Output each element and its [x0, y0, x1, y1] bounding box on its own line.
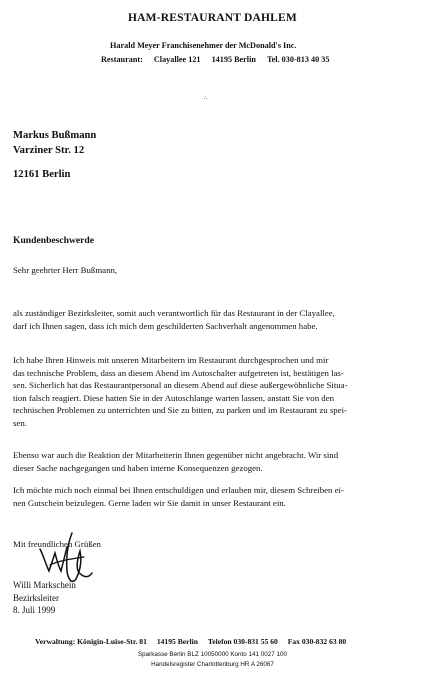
paragraph-line: nen Gutschein beizulegen. Gerne laden wir Sie damit in unser Restaurant ein. — [13, 497, 286, 508]
recipient-name: Markus Bußmann — [13, 130, 97, 141]
letterhead-title: HAM-RESTAURANT DAHLEM — [128, 12, 297, 24]
scan-speck: ·˙· — [203, 95, 207, 103]
restaurant-label: Restaurant: — [101, 55, 143, 64]
footer-register: Handelsregister Charlottenburg HR A 26067 — [151, 661, 274, 668]
signer-role: Bezirksleiter — [13, 592, 59, 603]
paragraph-line: Ebenso war auch die Reaktion der Mitarbeiterin Ihnen gegenüber nicht angebracht. Wir sind — [13, 450, 339, 460]
paragraph-line: darf ich Ihnen sagen, dass ich mich dem geschilderten Sachverhalt angenommen habe. — [13, 320, 318, 331]
closing: Mit freundlichen Grüßen — [13, 539, 101, 549]
paragraph-line: das technische Problem, dass an diesem Abend im Autoschalter aufgetreten ist, bestätigen las- — [13, 367, 344, 378]
signer-block — [13, 579, 76, 617]
salutation: Sehr geehrter Herr Bußmann, — [13, 265, 118, 275]
letterhead-owner: Harald Meyer Franchisenehmer der McDonald's Inc. — [110, 41, 297, 50]
paragraph-line: sen. Sicherlich hat das Restaurantpersonal an diesem Abend auf diese außergewöhnliche Situa- — [13, 380, 348, 390]
paragraph-line: technischen Problemen zu unterrichten und Sie zu bitten, zu parken und im Restaurant zu spei- — [13, 405, 347, 415]
restaurant-city: 14195 Berlin — [211, 55, 256, 64]
paragraph-line: Ich habe Ihren Hinweis mit unseren Mitarbeitern im Restaurant durchgesprochen und mir — [13, 355, 329, 365]
signer-name: Willi Markschein — [13, 580, 76, 590]
paragraph-line: als zuständiger Bezirksleiter, somit auch verantwortlich für das Restaurant in der Clayallee, — [13, 308, 335, 318]
paragraph-line: dieser Sache nachgegangen und haben interne Konsequenzen gezogen. — [13, 462, 263, 473]
recipient-city: 12161 Berlin — [13, 169, 71, 180]
footer-administration — [35, 637, 346, 646]
restaurant-address: Clayallee 121 — [153, 55, 201, 64]
paragraph-line: sen. — [13, 417, 27, 428]
admin-phone: Telefon 030-831 55 60 — [207, 637, 278, 646]
restaurant-phone: Tel. 030-813 40 35 — [266, 55, 330, 64]
recipient-street: Varziner Str. 12 — [13, 145, 85, 156]
paragraph-2 — [13, 354, 348, 429]
footer-bank: Sparkasse Berlin BLZ 10050000 Konto 141 0027 100 — [137, 651, 288, 658]
paragraph-3 — [13, 449, 338, 474]
paragraph-4 — [13, 484, 344, 509]
letter-subject: Kundenbeschwerde — [13, 235, 95, 246]
admin-street: Königin-Luise-Str. 81 — [77, 637, 147, 646]
admin-city: 14195 Berlin — [156, 637, 198, 646]
admin-label: Verwaltung: — [35, 637, 76, 646]
paragraph-line: Ich möchte mich noch einmal bei Ihnen entschuldigen und erlauben mir, diesem Schreiben ei- — [13, 485, 344, 495]
admin-fax: Fax 030-832 63 80 — [287, 637, 347, 646]
paragraph-line: tion falsch reagiert. Diese hatten Sie in der Autoschlange warten lassen, anstatt Sie von den — [13, 392, 334, 403]
letterhead-restaurant — [101, 55, 329, 64]
paragraph-1 — [13, 307, 335, 332]
letter-date: 8. Juli 1999 — [13, 605, 56, 615]
